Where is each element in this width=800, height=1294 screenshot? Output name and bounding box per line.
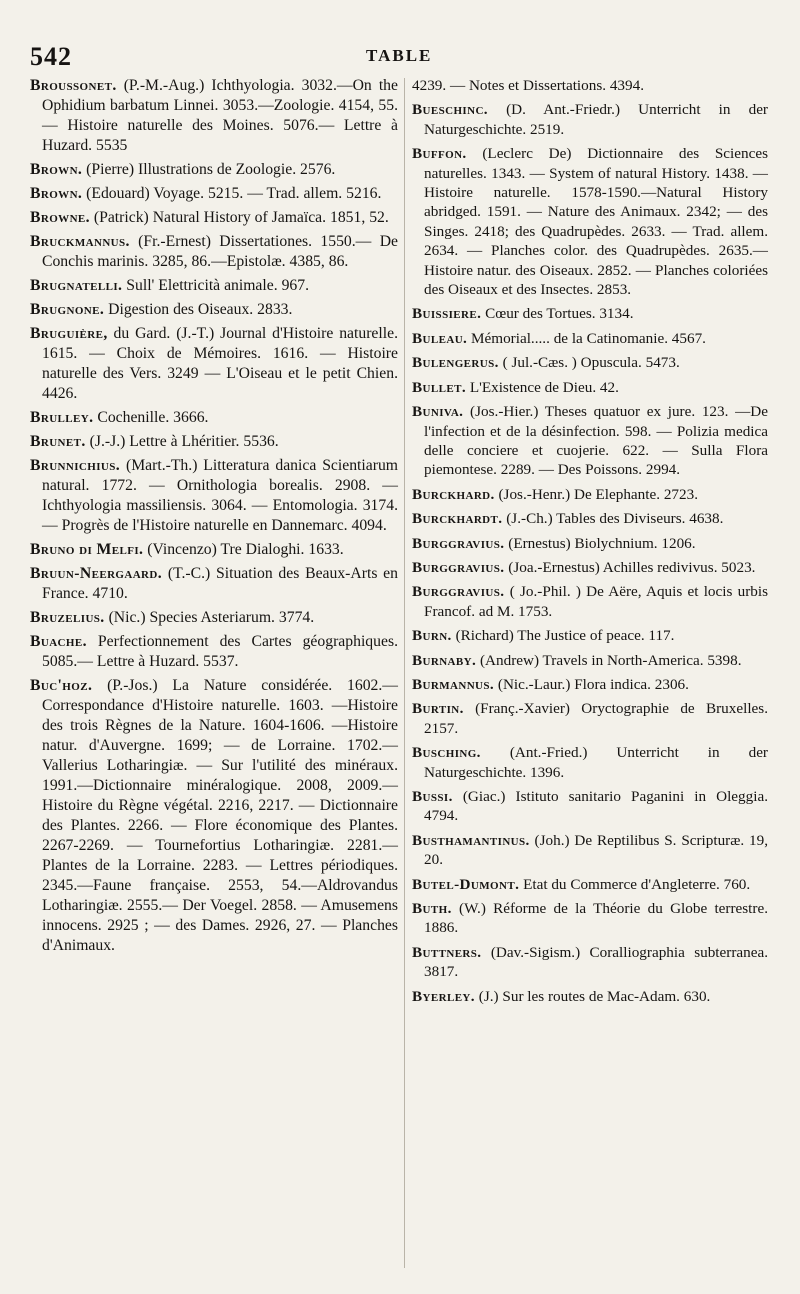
entry-text: ( Jo.-Phil. ) De Aëre, Aquis et locis urbis Francof. ad M. 1753. <box>424 583 768 620</box>
entry-text: du Gard. (J.-T.) Journal d'Histoire naturelle. 1615. — Choix de Mémoires. 1616. — Histoire naturelle des Vers. 3249 — L'Oiseau et le petit Chien. 4426. <box>42 325 398 402</box>
index-entry <box>412 743 768 782</box>
entry-text: Cœur des Tortues. 3134. <box>481 305 634 323</box>
running-title: TABLE <box>366 46 433 65</box>
entry-author: Buc'hoz. <box>30 677 93 694</box>
entry-text: (W.) Réforme de la Théorie du Globe terrestre. 1886. <box>424 900 768 937</box>
entry-text: (Dav.-Sigism.) Coralliographia subterranea. 3817. <box>424 943 768 981</box>
entry-author: Bruun-Neergaard. <box>30 565 163 582</box>
entry-author: Burnaby. <box>412 651 477 669</box>
entry-text: (Leclerc De) Dictionnaire des Sciences naturelles. 1343. — System of natural History. 1438. — Histoire naturelle. 1578-1590.—Natural History abridged. 1591. — Nature des Animaux. 2342; — des Singes. 2418; des Quadrupèdes. 2633. — Trad. allem. 2634. — Planches color. des Quadrupèdes. 2635.—Histoire natur. des Oiseaux. 2852. — Planches coloriées des Oiseaux et des Insectes. 2853. <box>424 145 768 299</box>
entry-text: (J.-Ch.) Tables des Diviseurs. 4638. <box>502 510 724 528</box>
entry-author: Burtin. <box>412 700 464 718</box>
entry-author: Byerley. <box>412 987 475 1005</box>
index-entry <box>412 402 768 480</box>
entry-author: Burggravius. <box>412 534 505 552</box>
entry-author: Buniva. <box>412 403 464 421</box>
entry-text: (T.-C.) Situation des Beaux-Arts en France. 4710. <box>42 565 398 602</box>
entry-author: Brunnichius. <box>30 457 121 474</box>
entry-author: Busching. <box>412 744 481 762</box>
index-entry <box>412 304 768 323</box>
index-entry <box>30 676 398 956</box>
entry-author: Buleau. <box>412 329 468 347</box>
index-entry <box>412 831 768 870</box>
entry-text: Etat du Commerce d'Angleterre. 760. <box>519 875 751 893</box>
entry-text: 4239. — Notes et Dissertations. 4394. <box>412 77 645 94</box>
index-entry <box>412 329 768 348</box>
index-entry <box>412 558 768 577</box>
column-divider <box>404 78 405 1268</box>
index-entry <box>30 76 398 156</box>
index-entry <box>412 144 768 299</box>
entry-text: (Ant.-Fried.) Unterricht in der Naturgeschichte. 1396. <box>424 744 768 781</box>
index-entry <box>412 534 768 553</box>
entry-text: Digestion des Oiseaux. 2833. <box>104 301 293 318</box>
index-entry <box>412 787 768 826</box>
entry-text: Cochenille. 3666. <box>93 409 209 426</box>
index-entry <box>30 208 398 228</box>
entry-author: Bruckmannus. <box>30 233 130 250</box>
entry-text: (Mart.-Th.) Litteratura danica Scientiarum natural. 1772. — Ornithologia borealis. 2908. — Ichthyologia massiliensis. 3064. — Entomologia. 3174. — Progrès de l'Histoire naturelle en Dannemarc. 4094. <box>42 457 398 534</box>
index-entry <box>30 632 398 672</box>
entry-text: ( Jul.-Cæs. ) Opuscula. 5473. <box>498 354 680 372</box>
entry-text: (Pierre) Illustrations de Zoologie. 2576. <box>82 161 336 178</box>
index-entry <box>30 324 398 404</box>
entry-text: (Fr.-Ernest) Dissertationes. 1550.— De Conchis marinis. 3285, 86.—Epistolæ. 4385, 86. <box>42 233 398 270</box>
index-entry <box>30 160 398 180</box>
entry-author: Broussonet. <box>30 77 117 94</box>
entry-author: Brulley. <box>30 409 94 426</box>
index-entry <box>30 232 398 272</box>
entry-author: Bueschinc. <box>412 101 488 119</box>
index-entry <box>412 100 768 139</box>
index-entry <box>412 699 768 738</box>
entry-author: Buttners. <box>412 943 482 961</box>
index-entry <box>30 184 398 204</box>
index-entry <box>30 608 398 628</box>
entry-text: Mémorial..... de la Catinomanie. 4567. <box>467 329 706 347</box>
entry-text: (Nic.-Laur.) Flora indica. 2306. <box>494 675 689 693</box>
entry-author: Bruguière, <box>30 325 108 342</box>
entry-author: Burckhardt. <box>412 510 503 528</box>
entry-author: Brown. <box>30 185 83 202</box>
entry-author: Buth. <box>412 900 452 918</box>
entry-author: Burckhard. <box>412 485 495 503</box>
page-number: 542 <box>30 42 72 71</box>
index-entry <box>412 943 768 982</box>
entry-author: Browne. <box>30 209 90 226</box>
entry-author: Brown. <box>30 161 83 178</box>
entry-text: (Ernestus) Biolychnium. 1206. <box>504 534 696 552</box>
entry-author: Burn. <box>412 627 452 645</box>
entry-author: Brugnatelli. <box>30 277 123 294</box>
entry-text: (Joa.-Ernestus) Achilles redivivus. 5023. <box>504 558 756 576</box>
entry-author: Brugnone. <box>30 301 105 318</box>
index-entry <box>412 378 768 397</box>
entry-text: (P.-Jos.) La Nature considérée. 1602.— Correspondance d'Histoire naturelle. 1603. —Histoire des trois Règnes de la Nature. 1604-1606. —Histoire natur. d'Auvergne. 1699; — de Lorraine. 1702.—Vallerius Lotharingiæ. — Sur l'utilité des minéraux. 1991.—Dictionnaire minéralogique. 2008, 2009.—Histoire du Règne végétal. 2216, 2217. — Dictionnaire des Plantes. 2266. — Flore économique des Plantes. 2267-2269. — Tournefortius Lotharingiæ. 2281.—Plantes de la Lorraine. 2283. — Lettres périodiques. 2345.—Faune française. 2553, 54.—Aldrovandus Lotharingiæ. 2555.— Der Voegel. 2858. — Amusemens innocens. 2925 ; — des Dames. 2926, 27. — Planches d'Animaux. <box>42 677 398 954</box>
right-column <box>412 76 768 1011</box>
index-entry <box>412 675 768 694</box>
entry-text: (D. Ant.-Friedr.) Unterricht in der Naturgeschichte. 2519. <box>424 101 768 138</box>
index-entry <box>30 432 398 452</box>
entry-text: Sull' Elettricità animale. 967. <box>122 277 310 294</box>
entry-text: (Joh.) De Reptilibus S. Scripturæ. 19, 20. <box>424 831 768 869</box>
left-column <box>30 76 398 960</box>
index-entry <box>30 408 398 428</box>
index-entry <box>412 626 768 645</box>
index-entry <box>30 456 398 536</box>
entry-text: Perfectionnement des Cartes géographiques. 5085.— Lettre à Huzard. 5537. <box>42 633 398 670</box>
entry-author: Bulengerus. <box>412 354 499 372</box>
entry-author: Bruzelius. <box>30 609 105 626</box>
entry-text: (Patrick) Natural History of Jamaïca. 1851, 52. <box>89 209 389 226</box>
entry-author: Burggravius. <box>412 583 505 601</box>
entry-text: (P.-M.-Aug.) Ichthyologia. 3032.—On the Ophidium barbatum Linnei. 3053.—Zoologie. 4154, 55. — Histoire naturelle des Moines. 5076.— Lettre à Huzard. 5535 <box>42 77 398 154</box>
entry-author: Burggravius. <box>412 558 505 576</box>
entry-text: (Nic.) Species Asteriarum. 3774. <box>104 609 315 626</box>
index-entry <box>412 509 768 528</box>
index-entry <box>30 540 398 560</box>
entry-text: (Jos.-Hier.) Theses quatuor ex jure. 123. —De l'infection et de la désinfection. 598. — Polizia medica delle conciere et cuojerie. 622. — Sulla Flora piemontese. 2289. — Des Poissons. 2994. <box>424 403 768 479</box>
index-entry <box>412 899 768 938</box>
index-entry <box>412 76 768 95</box>
entry-text: (Giac.) Istituto sanitario Paganini in Oleggia. 4794. <box>424 788 768 825</box>
entry-author: Bruno di Melfi. <box>30 541 144 558</box>
index-entry <box>30 276 398 296</box>
entry-author: Bullet. <box>412 378 467 396</box>
entry-author: Butel-Dumont. <box>412 875 520 893</box>
index-entry <box>412 651 768 670</box>
entry-text: (J.-J.) Lettre à Lhéritier. 5536. <box>85 433 279 450</box>
entry-author: Bussi. <box>412 788 453 805</box>
index-entry <box>412 987 768 1006</box>
index-entry <box>30 300 398 320</box>
entry-author: Buffon. <box>412 145 467 163</box>
entry-text: (Edouard) Voyage. 5215. — Trad. allem. 5216. <box>82 185 382 202</box>
entry-text: (Franç.-Xavier) Oryctographie de Bruxelles. 2157. <box>424 700 768 737</box>
entry-author: Burmannus. <box>412 675 495 693</box>
index-entry <box>412 875 768 894</box>
index-entry <box>30 564 398 604</box>
entry-author: Buache. <box>30 633 87 650</box>
entry-text: (Jos.-Henr.) De Elephante. 2723. <box>494 485 698 503</box>
entry-text: L'Existence de Dieu. 42. <box>466 378 619 396</box>
entry-text: (Vincenzo) Tre Dialoghi. 1633. <box>143 541 344 558</box>
entry-author: Brunet. <box>30 433 86 450</box>
entry-text: (Andrew) Travels in North-America. 5398. <box>476 651 742 669</box>
entry-text: (Richard) The Justice of peace. 117. <box>451 627 675 645</box>
entry-author: Busthamantinus. <box>412 831 530 849</box>
entry-author: Buissiere. <box>412 305 482 323</box>
index-entry <box>412 353 768 372</box>
index-entry <box>412 485 768 504</box>
index-entry <box>412 582 768 621</box>
entry-text: (J.) Sur les routes de Mac-Adam. 630. <box>474 987 711 1005</box>
